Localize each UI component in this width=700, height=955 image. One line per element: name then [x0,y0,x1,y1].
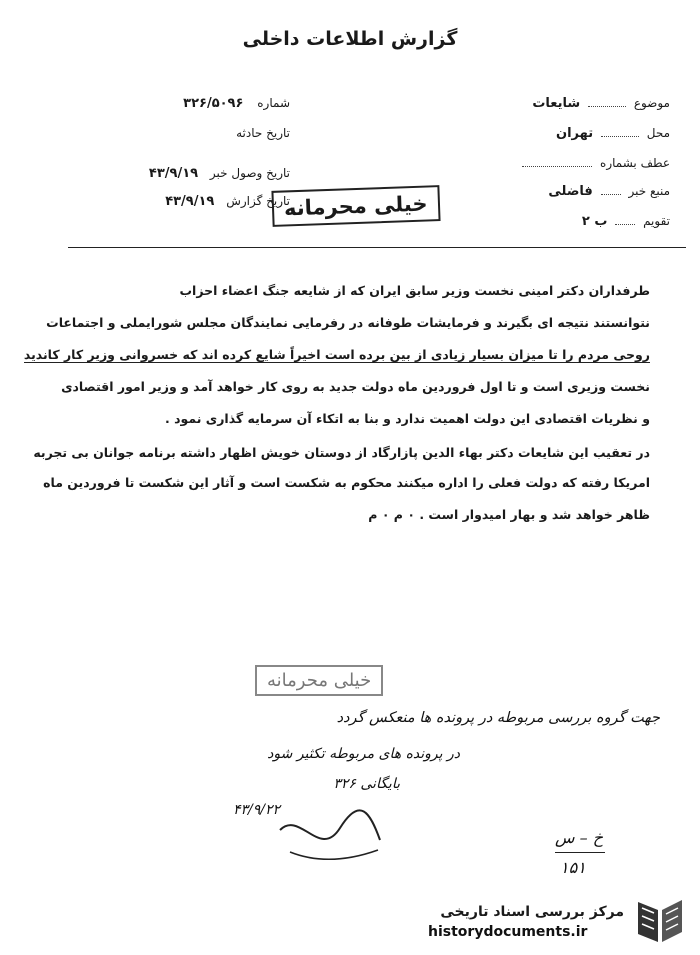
handwritten-line: در پرونده های مربوطه تکثیر شود [267,746,460,762]
page-number-rule [555,852,605,853]
report-body [23,283,650,537]
classification-stamp-faded: خیلی محرمانه [255,665,383,696]
body-line [23,347,650,379]
body-line: نتوانستند نتیجه ای بگیرند و فرمایشات طوفانه در رفرمایی نمایندگان مجلس شورایملی و اجتماعات [46,315,650,330]
location-field [470,126,670,141]
location-value: تهران [555,126,594,141]
reference-field [470,156,670,170]
branding-url[interactable]: historydocuments.ir [428,924,588,940]
number-label: شماره [257,96,290,110]
subject-value: شایعات [532,96,581,111]
report-date-value: ۴۳/۹/۱۹ [165,194,215,209]
report-date-label: تاریخ گزارش [226,194,290,208]
received-date-field [70,166,290,181]
received-date-label: تاریخ وصول خبر [209,166,290,180]
source-field [470,184,670,199]
body-line: طرفداران دکتر امینی نخست وزیر سابق ایران که از شایعه جنگ اعضاء احزاب [179,283,650,298]
subject-field [470,96,670,111]
rating-value: ب ۲ [581,214,608,229]
branding-name: مرکز بررسی اسناد تاریخی [440,904,624,920]
body-line-underlined: روحی مردم را تا میزان بسیار زیادی از بین برده است اخیراً شایع کرده اند که خسروانی وزیر کار کاندید [23,347,650,362]
handwritten-line: ۴۳/۹/۲۲ [232,802,280,818]
report-date-field [70,194,290,209]
document-title: گزارش اطلاعات داخلی [242,28,458,50]
event-date-field [70,126,290,140]
header-divider [68,247,686,248]
signature-scribble [270,800,390,870]
body-line: امریکا رفته که دولت فعلی را اداره میکنند محکوم به شکست است و آثار این شکست تا فروردین ماه [43,475,650,490]
body-line: ظاهر خواهد شد و بهار امیدوار است . ۰ م ۰ م [368,507,650,522]
rating-field [470,214,670,229]
reference-label: عطف بشماره [600,156,670,170]
page-number: ۱۵۱ [560,858,586,877]
number-value: ۳۲۶/۵۰۹۶ [183,96,244,111]
body-line: در تعقیب این شایعات دکتر بهاء الدین پازارگاد از دوستان خویش اظهار داشته برنامه جوانان بی تجربه [33,445,650,460]
source-value: فاضلی [548,184,593,199]
handwritten-line: بایگانی ۳۲۶ [333,776,400,792]
received-date-value: ۴۳/۹/۱۹ [148,166,199,181]
books-logo-icon [630,890,690,950]
number-field [70,96,290,111]
source-label: منبع خبر [628,184,670,198]
subject-label: موضوع [633,96,670,110]
handwritten-line: جهت گروه بررسی مربوطه در پرونده ها منعکس گردد [336,710,660,726]
rating-label: تقویم [643,214,670,228]
file-reference: خ – س [555,828,604,847]
event-date-label: تاریخ حادثه [236,126,290,140]
body-line: نخست وزیری است و تا اول فروردین ماه دولت جدید به روی کار خواهد آمد و وزیر امور اقتصادی [61,379,650,394]
location-label: محل [646,126,670,140]
classification-stamp: خیلی محرمانه [271,185,440,227]
body-line: و نظریات اقتصادی این دولت اهمیت ندارد و بنا به اتکاء آن سرمایه گذاری نمود . [164,411,650,426]
